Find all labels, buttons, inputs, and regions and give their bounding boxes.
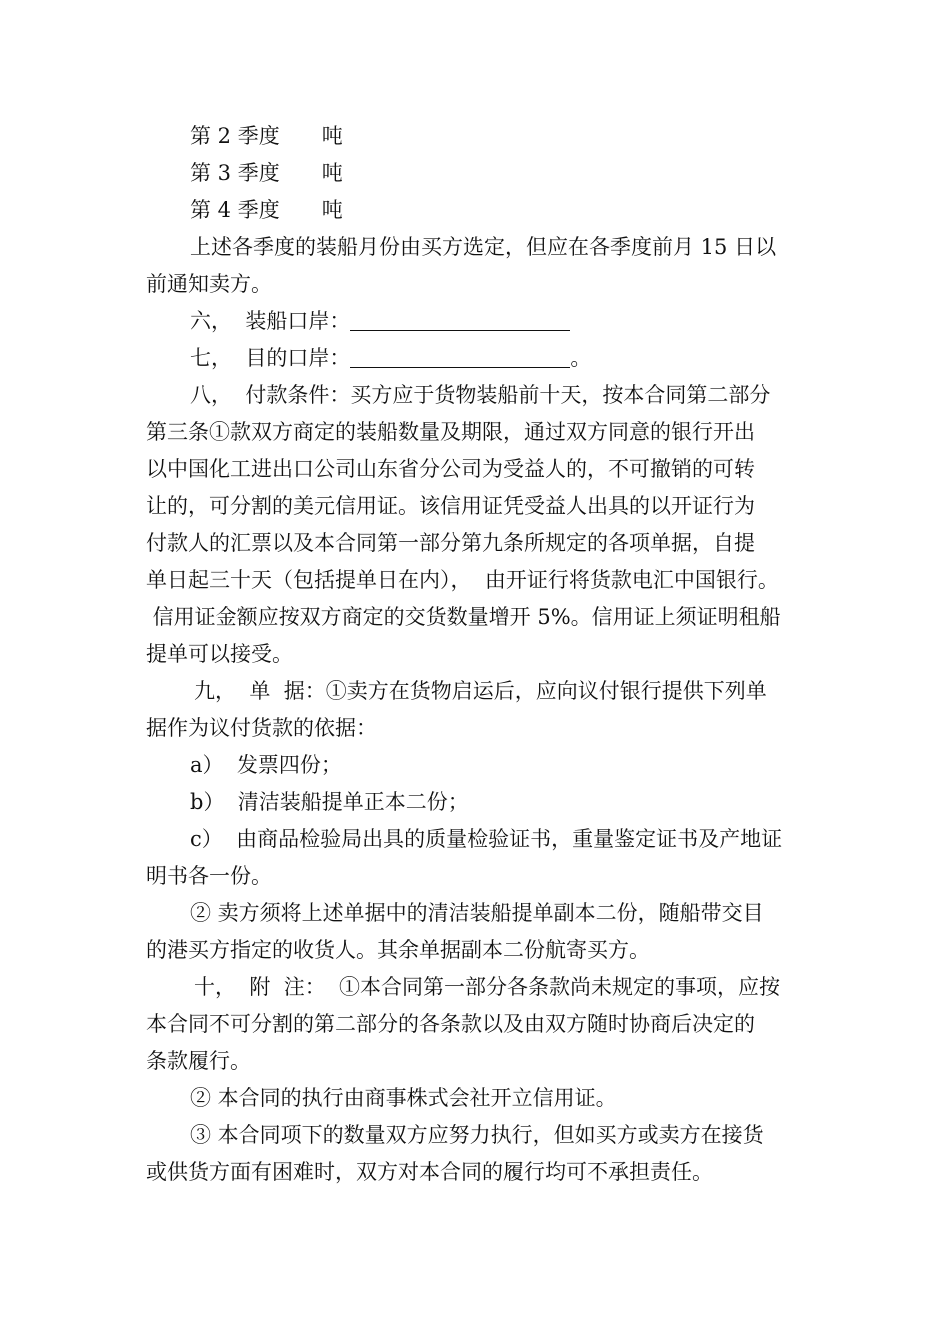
line-tail: 。 — [570, 346, 592, 370]
line-text: ③ 本合同项下的数量双方应努力执行，但如买方或卖方在接货 — [190, 1123, 764, 1147]
paragraph-line — [146, 636, 806, 673]
list-item — [146, 747, 806, 784]
line-text: 八， 付款条件：买方应于货物装船前十天，按本合同第二部分 — [190, 383, 771, 407]
list-item — [146, 821, 806, 858]
paragraph-line — [146, 377, 806, 414]
loading-port-line — [146, 303, 806, 340]
line-text: 的港买方指定的收货人。其余单据副本二份航寄买方。 — [146, 938, 650, 962]
line-text: 据作为议付货款的依据： — [146, 716, 377, 740]
paragraph-line — [146, 1117, 806, 1154]
line-text: ② 本合同的执行由商事株式会社开立信用证。 — [190, 1086, 617, 1110]
line-text: 前通知卖方。 — [146, 272, 272, 296]
line-text: b） 清洁装船提单正本二份； — [190, 790, 469, 814]
paragraph-line — [146, 858, 806, 895]
line-text: 提单可以接受。 — [146, 642, 293, 666]
paragraph-line — [146, 710, 806, 747]
line-text: 条款履行。 — [146, 1049, 251, 1073]
paragraph-line — [146, 1006, 806, 1043]
line-text: 付款人的汇票以及本合同第一部分第九条所规定的各项单据，自提 — [146, 531, 755, 555]
line-text: 上述各季度的装船月份由买方选定，但应在各季度前月 15 日以 — [190, 235, 777, 259]
paragraph-line — [146, 1043, 806, 1080]
paragraph-line — [146, 266, 806, 303]
quarter-2-line — [146, 118, 806, 155]
line-text: 九， 单 据：①卖方在货物启运后，应向议付银行提供下列单 — [194, 679, 767, 703]
line-text: 第 3 季度 吨 — [190, 161, 343, 185]
destination-port-line — [146, 340, 806, 377]
paragraph-line — [146, 488, 806, 525]
paragraph-line — [146, 525, 806, 562]
destination-port-blank — [350, 347, 570, 368]
paragraph-line — [146, 599, 806, 636]
contract-body — [146, 118, 806, 1191]
line-text: 单日起三十天（包括提单日在内）， 由开证行将货款电汇中国银行。 — [146, 568, 779, 592]
line-text: 以中国化工进出口公司山东省分公司为受益人的，不可撤销的可转 — [146, 457, 755, 481]
line-text: 本合同不可分割的第二部分的各条款以及由双方随时协商后决定的 — [146, 1012, 755, 1036]
paragraph-line — [146, 562, 806, 599]
line-text: a） 发票四份； — [190, 753, 342, 777]
paragraph-line — [146, 673, 806, 710]
paragraph-line — [146, 414, 806, 451]
paragraph-line — [146, 1154, 806, 1191]
line-text: 第 4 季度 吨 — [190, 198, 343, 222]
loading-port-blank — [350, 310, 570, 331]
line-text: 或供货方面有困难时，双方对本合同的履行均可不承担责任。 — [146, 1160, 713, 1184]
line-text: ② 卖方须将上述单据中的清洁装船提单副本二份，随船带交目 — [190, 901, 764, 925]
quarter-4-line — [146, 192, 806, 229]
paragraph-line — [146, 895, 806, 932]
line-text: 明书各一份。 — [146, 864, 272, 888]
paragraph-line — [146, 229, 806, 266]
paragraph-line — [146, 451, 806, 488]
line-text: 信用证金额应按双方商定的交货数量增开 5%。信用证上须证明租船 — [146, 605, 781, 629]
line-text: c） 由商品检验局出具的质量检验证书，重量鉴定证书及产地证 — [190, 827, 783, 851]
paragraph-line — [146, 1080, 806, 1117]
paragraph-line — [146, 969, 806, 1006]
loading-port-label: 六， 装船口岸： — [190, 309, 351, 333]
paragraph-line — [146, 932, 806, 969]
quarter-3-line — [146, 155, 806, 192]
destination-port-label: 七， 目的口岸： — [190, 346, 351, 370]
line-text: 第三条①款双方商定的装船数量及期限，通过双方同意的银行开出 — [146, 420, 755, 444]
line-text: 让的，可分割的美元信用证。该信用证凭受益人出具的以开证行为 — [146, 494, 755, 518]
list-item — [146, 784, 806, 821]
line-text: 第 2 季度 吨 — [190, 124, 343, 148]
line-text: 十， 附 注： ①本合同第一部分各条款尚未规定的事项，应按 — [194, 975, 781, 999]
